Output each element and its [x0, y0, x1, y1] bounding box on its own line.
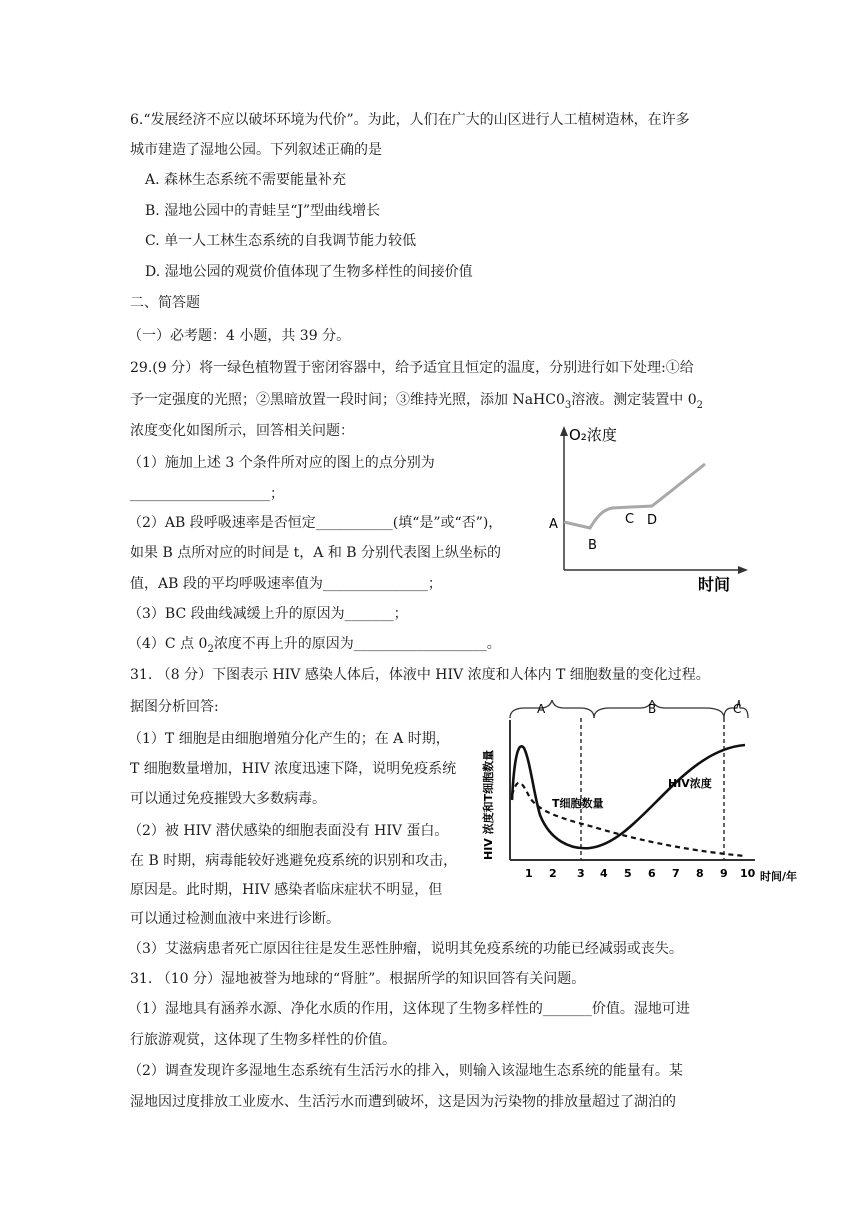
q29-part2-line2: 如果 B 点所对应的时间是 t，A 和 B 分别代表图上纵坐标的: [130, 545, 502, 561]
q29-part2-line1: （2）AB 段呼吸速率是否恒定___________(填“是”或“否”)，: [128, 515, 503, 531]
q29-line1: 29.(9 分）将一绿色植物置于密闭容器中，给予适宜且恒定的温度，分别进行如下处理:①给: [130, 360, 694, 376]
q31a-part3: （3）艾滋病患者死亡原因往往是发生恶性肿瘤，说明其免疫系统的功能已经减弱或丧失。: [128, 941, 683, 957]
phase-a-brace-left: [510, 700, 552, 718]
o2-x-label: 时间: [698, 575, 731, 593]
q31b-part2-line2: 湿地因过度排放工业废水、生活污水而遭到破坏，这是因为污染物的排放量超过了湖泊的: [130, 1094, 676, 1110]
q29-part3: （3）BC 段曲线减缓上升的原因为_______；: [128, 606, 408, 622]
phase-a-label: A: [537, 702, 546, 716]
tick-label: 5: [624, 867, 632, 880]
hiv-x-label: 时间/年: [760, 870, 798, 883]
tick-label: 6: [648, 867, 656, 880]
q31a-part1-line2: T 细胞数量增加，HIV 浓度迅速下降，说明免疫系统: [130, 761, 457, 777]
q31a-part2-line2: 在 B 时期，病毒能较好逃避免疫系统的识别和攻击，: [130, 853, 458, 869]
hiv-curve-label: HIV浓度: [668, 777, 712, 790]
hiv-x-ticks: [525, 867, 756, 880]
o2-x-axis-arrow: [738, 566, 748, 574]
q29-part1: （1）施加上述 3 个条件所对应的图上的点分别为: [128, 455, 435, 471]
o2-y-label: O₂浓度: [569, 426, 617, 444]
section-title: 二、简答题: [130, 295, 200, 311]
o2-y-axis-arrow: [560, 426, 568, 436]
q31a-part2-line3: 原因是。此时期，HIV 感染者临床症状不明显，但: [130, 882, 443, 898]
tick-label: 4: [600, 867, 608, 880]
tick-label: 10: [740, 867, 756, 880]
q29-line3: 浓度变化如图所示，回答相关问题：: [130, 423, 354, 439]
point-b-label: B: [588, 538, 597, 553]
phase-b-brace-left: [594, 700, 652, 718]
q29-part4: （4）C 点 $0_2$浓度不再上升的原因为___________________。: [128, 636, 501, 655]
tick-label: 1: [525, 867, 533, 880]
q31a-line2: 据图分析回答:: [130, 699, 219, 715]
tick-label: 2: [549, 867, 557, 880]
tick-label: 8: [696, 867, 704, 880]
point-c-label: C: [625, 512, 635, 527]
phase-a-brace-right: [552, 700, 594, 718]
q31a-part1-line3: 可以通过免疫摧毁大多数病毒。: [130, 791, 326, 807]
phase-b-label: B: [648, 702, 657, 716]
q29-part2-line3: 值，AB 段的平均呼吸速率值为_______________；: [130, 576, 442, 592]
phase-b-brace-right: [652, 700, 724, 718]
point-a-label: A: [549, 517, 558, 532]
tick-label: 9: [720, 867, 728, 880]
section-subtitle: （一）必考题：4 小题，共 39 分。: [128, 328, 351, 344]
tick-label: 3: [577, 867, 585, 880]
q6-option-c: C. 单一人工林生态系统的自我调节能力较低: [145, 233, 417, 249]
q29-part1-blank: ____________________；: [130, 486, 284, 502]
q31b-part2-line1: （2）调查发现许多湿地生态系统有生活污水的排入，则输入该湿地生态系统的能量有。某: [128, 1063, 683, 1079]
q31b-line1: 31. （10 分）湿地被誉为地球的“肾脏”。根据所学的知识回答有关问题。: [130, 971, 586, 987]
q6-stem-line1: 6.“发展经济不应以破坏环境为代价”。为此，人们在广大的山区进行人工植树造林，在许多: [130, 112, 690, 128]
q31a-part1-line1: （1）T 细胞是由细胞增殖分化产生的；在 A 时期，: [128, 731, 450, 747]
hiv-concentration-curve: [512, 745, 745, 848]
q31a-part2-line4: 可以通过检测血液中来进行诊断。: [130, 911, 340, 927]
point-d-label: D: [647, 513, 658, 528]
phase-c-label: C: [733, 702, 742, 716]
q31b-part1-line2: 行旅游观赏，这体现了生物多样性的价值。: [130, 1032, 396, 1048]
o2-concentration-figure: [540, 418, 750, 593]
q31b-part1-line1: （1）湿地具有涵养水源、净化水质的作用，这体现了生物多样性的_______价值。湿地可进: [128, 1001, 690, 1017]
q6-option-b: B. 湿地公园中的青蛙呈“J”型曲线增长: [145, 203, 381, 219]
q29-line2: 予一定强度的光照；②黑暗放置一段时间；③维持光照，添加 $NaHC0_3$溶液。测定装置中 $0_2$: [130, 392, 703, 411]
q31a-line1: 31. （8 分）下图表示 HIV 感染人体后，体液中 HIV 浓度和人体内 T 细胞数量的变化过程。: [130, 667, 710, 683]
tcell-count-curve: [512, 783, 745, 856]
hiv-y-label: HIV 浓度和T细胞数量: [482, 749, 495, 860]
q6-option-a: A. 森林生态系统不需要能量补充: [145, 172, 347, 188]
q31a-part2-line1: （2）被 HIV 潜伏感染的细胞表面没有 HIV 蛋白。: [128, 823, 449, 839]
o2-curve: [564, 464, 705, 528]
q6-stem-line2: 城市建造了湿地公园。下列叙述正确的是: [130, 142, 382, 158]
q6-option-d: D. 湿地公园的观赏价值体现了生物多样性的间接价值: [145, 264, 473, 280]
tcell-curve-label: T细胞数量: [552, 797, 604, 810]
tick-label: 7: [672, 867, 680, 880]
hiv-tcell-figure: [480, 700, 805, 886]
